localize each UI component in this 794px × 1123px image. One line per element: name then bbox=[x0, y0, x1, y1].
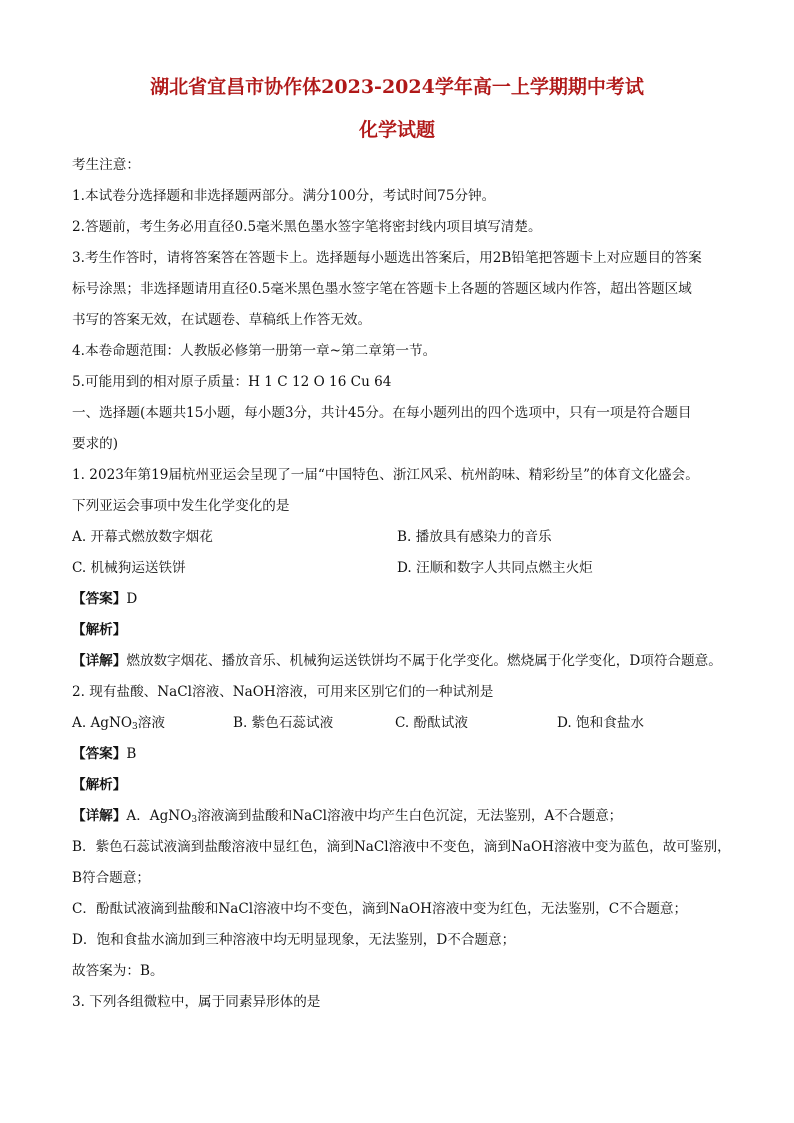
q1-detail-text: 燃放数字烟花、播放音乐、机械狗运送铁饼均不属于化学变化。燃烧属于化学变化，D项符合题意。 bbox=[126, 653, 722, 669]
q1-stem-cont: 下列亚运会事项中发生化学变化的是 bbox=[72, 498, 290, 514]
notice-item-1: 1.本试卷分选择题和非选择题两部分。满分100分，考试时间75分钟。 bbox=[72, 188, 496, 204]
q2-option-d: D. 饱和食盐水 bbox=[557, 715, 645, 731]
q2-detail-a bbox=[72, 804, 622, 825]
q2-conclusion: 故答案为：B。 bbox=[72, 963, 164, 979]
q1-option-a: A. 开幕式燃放数字烟花 bbox=[72, 529, 213, 545]
q1-analysis-label bbox=[72, 618, 126, 638]
q1-option-d: D. 汪顺和数字人共同点燃主火炬 bbox=[397, 560, 593, 576]
q2-analysis-text: 【解析】 bbox=[72, 777, 127, 793]
q1-option-b: B. 播放具有感染力的音乐 bbox=[397, 529, 552, 545]
q2-option-a-sub: 3 bbox=[132, 722, 138, 732]
q1-detail bbox=[72, 649, 722, 669]
q2-detail-a-suffix: 溶液滴到盐酸和NaCl溶液中均产生白色沉淀，无法鉴别，A不合题意； bbox=[197, 808, 623, 824]
q2-detail-b-cont: B符合题意； bbox=[72, 870, 150, 886]
q2-option-a-prefix: A. AgNO bbox=[72, 715, 133, 731]
q2-option-a-suffix: 溶液 bbox=[137, 715, 165, 731]
q2-detail-d: D．饱和食盐水滴加到三种溶液中均无明显现象，无法鉴别，D不合题意； bbox=[72, 932, 516, 948]
q1-answer-label: 【答案】 bbox=[72, 591, 127, 607]
q2-option-a bbox=[72, 711, 165, 732]
notice-item-3: 3.考生作答时，请将答案答在答题卡上。选择题每小题选出答案后，用2B铅笔把答题卡上对应题目的答案 bbox=[72, 250, 702, 266]
q2-option-b: B. 紫色石蕊试液 bbox=[233, 715, 334, 731]
notice-item-5: 5.可能用到的相对原子质量：H 1 C 12 O 16 Cu 64 bbox=[72, 374, 392, 390]
q1-answer-value: D bbox=[126, 591, 138, 607]
q1-answer bbox=[72, 587, 137, 607]
notice-item-2: 2.答题前，考生务必用直径0.5毫米黑色墨水签字笔将密封线内项目填写清楚。 bbox=[72, 219, 542, 235]
exam-subtitle: 化学试题 bbox=[358, 119, 435, 141]
q2-stem: 2. 现有盐酸、NaCl溶液、NaOH溶液，可用来区别它们的一种试剂是 bbox=[72, 684, 494, 700]
section-heading-cont: 要求的) bbox=[72, 436, 119, 452]
notice-heading: 考生注意： bbox=[72, 157, 140, 173]
notice-item-4: 4.本卷命题范围：人教版必修第一册第一章~第二章第一节。 bbox=[72, 343, 437, 359]
q2-detail-a-prefix: A．AgNO bbox=[126, 808, 192, 824]
q2-detail-a-sub: 3 bbox=[191, 815, 198, 825]
q2-option-c: C. 酚酞试液 bbox=[395, 715, 468, 731]
q2-answer-value: B bbox=[126, 746, 137, 762]
q2-detail-c: C．酚酞试液滴到盐酸和NaCl溶液中均不变色，滴到NaOH溶液中变为红色，无法鉴别，C不合题意； bbox=[72, 901, 688, 917]
q2-answer bbox=[72, 742, 136, 762]
q2-analysis-label bbox=[72, 773, 126, 793]
q1-option-c: C. 机械狗运送铁饼 bbox=[72, 560, 186, 576]
q3-stem: 3. 下列各组微粒中，属于同素异形体的是 bbox=[72, 994, 321, 1010]
q2-detail-label: 【详解】 bbox=[72, 808, 127, 824]
section-heading: 一、选择题(本题共15小题，每小题3分，共计45分。在每小题列出的四个选项中，只有一项是符合题目 bbox=[72, 405, 692, 421]
notice-item-3-cont2: 书写的答案无效，在试题卷、草稿纸上作答无效。 bbox=[72, 312, 372, 328]
q1-detail-label: 【详解】 bbox=[72, 653, 127, 669]
notice-item-3-cont: 标号涂黑；非选择题请用直径0.5毫米黑色墨水签字笔在答题卡上各题的答题区域内作答，超出答题区域 bbox=[72, 281, 692, 297]
q1-stem: 1. 2023年第19届杭州亚运会呈现了一届“中国特色、浙江风采、杭州韵味、精彩纷呈”的体育文化盛会。 bbox=[72, 467, 699, 483]
q1-analysis-text: 【解析】 bbox=[72, 622, 127, 638]
exam-title: 湖北省宜昌市协作体2023-2024学年高一上学期期中考试 bbox=[150, 76, 644, 98]
q2-answer-label: 【答案】 bbox=[72, 746, 127, 762]
q2-detail-b: B．紫色石蕊试液滴到盐酸溶液中显红色，滴到NaCl溶液中不变色，滴到NaOH溶液中变为蓝色，故可鉴别， bbox=[72, 839, 731, 855]
